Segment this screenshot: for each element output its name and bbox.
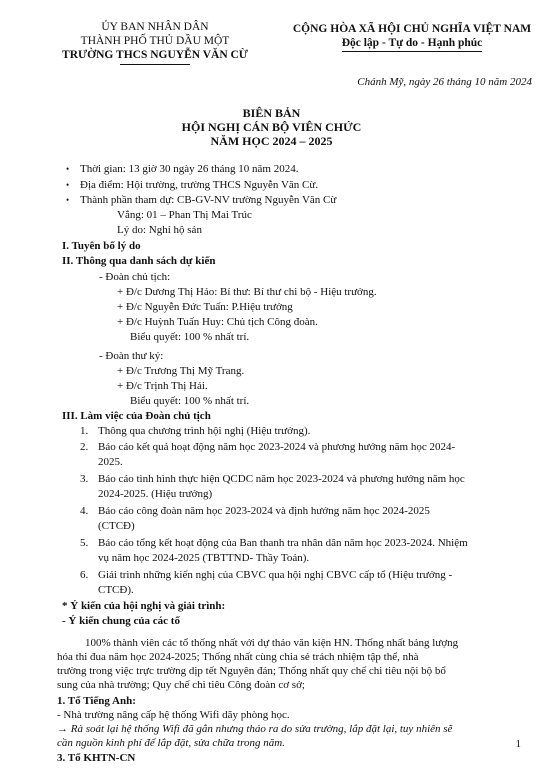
secretary-member: + Đ/c Trương Thị Mỹ Trang. [117,365,245,377]
agenda-text: Báo cáo công đoàn năm học 2023-2024 và định hướng năm học 2024-2025 [98,505,430,517]
title-line-1: BIÊN BẢN [242,106,301,120]
agenda-text: vụ năm học 2024-2025 (TBTTND- Thầy Toản). [98,552,310,564]
info-reason: Lý do: Nghỉ hộ sản [117,224,202,236]
agenda-text: 2025. [98,456,123,468]
agenda-number: 3. [80,473,89,485]
agenda-text: CTCĐ). [98,584,134,596]
agenda-text: Thông qua chương trình hội nghị (Hiệu trưởng). [98,425,311,437]
group-1-reply: cần nguồn kinh phí để lắp đặt, sửa chữa trong năm. [57,737,285,749]
info-participants: • Thành phần tham dự: CB-GV-NV trường Nguyễn Văn Cừ [80,194,336,207]
vote-presidium: Biểu quyết: 100 % nhất trí. [130,331,250,343]
opinion-subheading: - Ý kiến chung của các tổ [62,615,180,627]
opinion-paragraph-line: 100% thành viên các tổ thống nhất với dự thảo văn kiện HN. Thống nhất bảng lượng [85,637,459,649]
presidium-member: + Đ/c Nguyễn Đức Tuấn: P.Hiệu trưởng [117,301,293,313]
national-motto: Độc lập - Tự do - Hạnh phúc [342,36,483,52]
issuer-line-2: THÀNH PHỐ THỦ DẦU MỘT [80,35,230,47]
issuer-line-3: TRƯỜNG THCS NGUYỄN VĂN CỪ [62,49,248,61]
opinion-heading: * Ý kiến của hội nghị và giải trình: [62,600,226,612]
opinion-paragraph-line: trường trong việc trực trường dịp tết Nguyên đán; Thống nhất quy chế chi tiêu nội bộ bổ [57,665,446,677]
agenda-text: Báo cáo tổng kết hoạt động của Ban thanh tra nhân dân năm học 2023-2024. Nhiệm [98,537,468,549]
vote-secretary: Biểu quyết: 100 % nhất trí. [130,395,250,407]
agenda-number: 6. [80,569,89,581]
presidium-member: + Đ/c Dương Thị Hảo: Bí thư: Bí thư chi bộ - Hiệu trưởng. [117,286,377,298]
title-line-2: HỘI NGHỊ CÁN BỘ VIÊN CHỨC [181,120,362,134]
national-title: CỘNG HÒA XÃ HỘI CHỦ NGHĨA VIỆT NAM [292,23,532,35]
info-time: • Thời gian: 13 giờ 30 ngày 26 tháng 10 năm 2024. [80,163,298,176]
title-line-3: NĂM HỌC 2024 – 2025 [210,134,333,148]
info-place: • Địa điểm: Hội trường, trường THCS Nguyễn Văn Cừ. [80,179,318,192]
issuer-underline [120,64,190,65]
agenda-text: Giải trình những kiến nghị của CBVC qua hội nghị CBVC cấp tổ (Hiệu trưởng - [98,569,453,581]
presidium-member: + Đ/c Huỳnh Tuấn Huy: Chủ tịch Công đoàn. [117,316,318,328]
secretary-label: - Đoàn thư ký: [99,350,164,362]
info-absent: Vắng: 01 – Phan Thị Mai Trúc [117,209,252,221]
agenda-text: (CTCĐ) [98,520,135,532]
secretary-member: + Đ/c Trịnh Thị Hải. [117,380,208,392]
agenda-text: Báo cáo tình hình thực hiện QCDC năm học 2023-2024 và phương hướng năm học [98,473,465,485]
national-header [292,22,532,52]
section-1-heading: I. Tuyên bố lý do [62,240,141,252]
issuer-header [50,20,260,65]
agenda-number: 1. [80,425,89,437]
agenda-text: Báo cáo kết quả hoạt động năm học 2023-2024 và phương hướng năm học 2024- [98,441,456,453]
presidium-label: - Đoàn chủ tịch: [99,271,171,283]
group-1-reply: → Rà soát lại hệ thống Wifi đã gắn nhưng tháo ra do sửa trường, lắp đặt lại, tuy nhiên sẽ [57,723,453,735]
agenda-number: 2. [80,441,89,453]
group-3-heading: 3. Tổ KHTN-CN [57,752,136,764]
document-date: Chánh Mỹ, ngày 26 tháng 10 năm 2024 [357,76,532,88]
agenda-number: 4. [80,505,89,517]
page-number: 1 [515,738,521,750]
opinion-paragraph-line: sung của nhà trường; Quy chế chi tiêu Công đoàn cơ sở; [57,679,305,691]
agenda-number: 5. [80,537,89,549]
opinion-paragraph-line: hóa thi đua năm học 2024-2025; Thống nhất cùng chia sẻ trách nhiệm tập thể, nhà [57,651,419,663]
section-2-heading: II. Thông qua danh sách dự kiến [62,255,216,267]
group-1-heading: 1. Tổ Tiếng Anh: [57,695,136,707]
agenda-text: 2024-2025. (Hiệu trưởng) [98,488,213,500]
issuer-line-1: ỦY BAN NHÂN DÂN [101,21,209,33]
section-3-heading: III. Làm việc của Đoàn chủ tịch [62,410,211,422]
group-1-item: - Nhà trường nâng cấp hệ thống Wifi dãy phòng học. [57,709,290,721]
